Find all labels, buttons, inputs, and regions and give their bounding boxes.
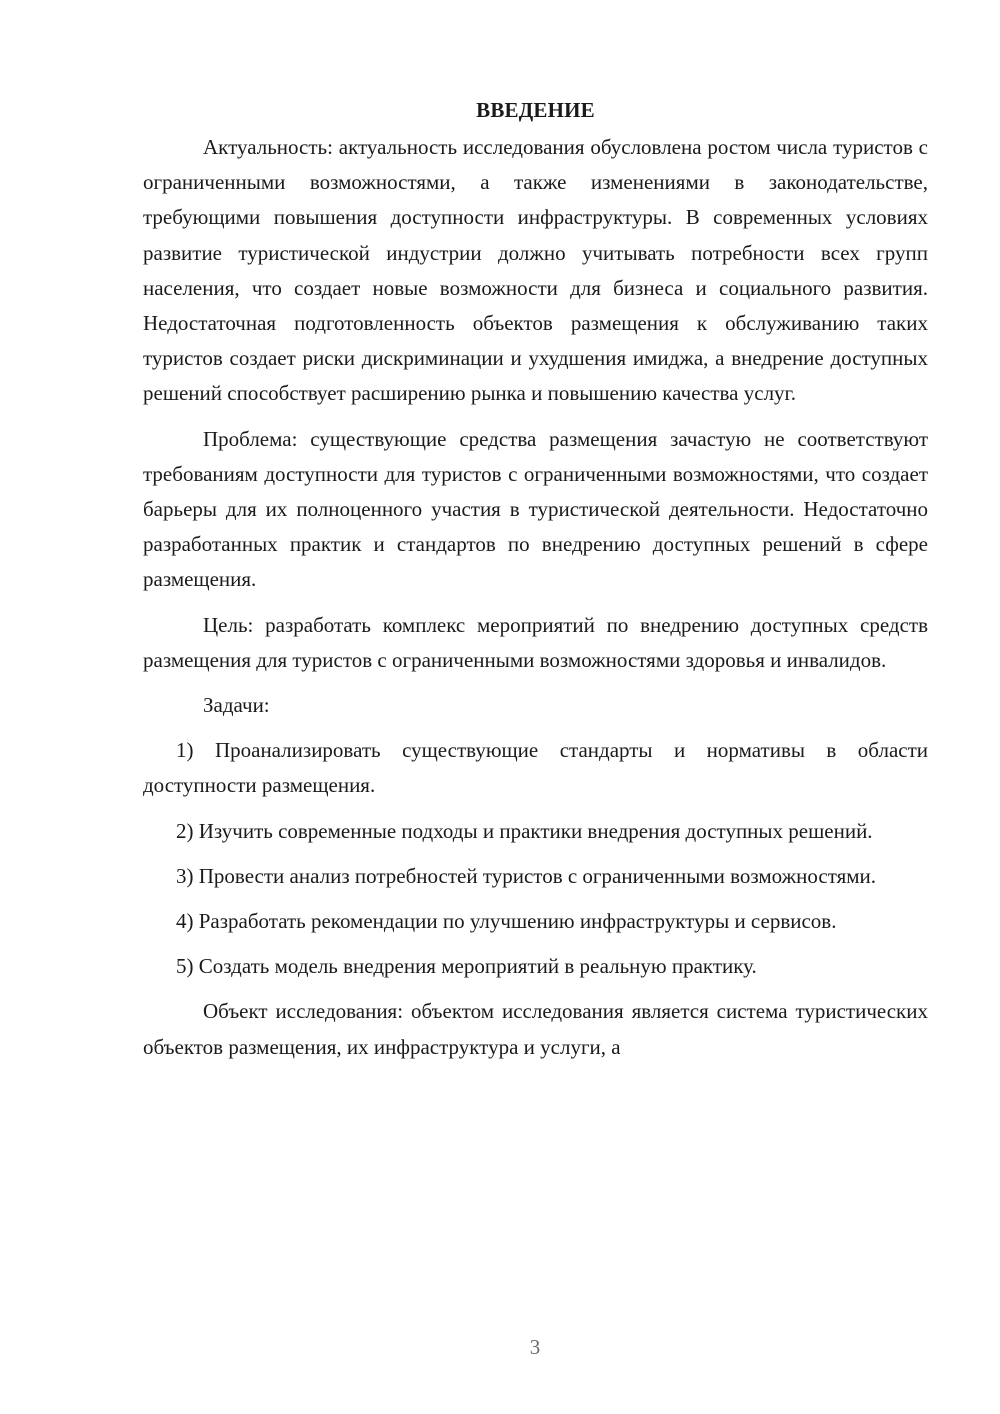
paragraph-relevance: Актуальность: актуальность исследования обусловлена ростом числа туристов с ограниченными возможностями, а также изменениями в законодательстве, требующими повышения доступности инфраструктуры. В современных условиях развитие туристической индустрии должно учитывать потребности всех групп населения, что создает новые возможности для бизнеса и социального развития. Недостаточная подготовленность объектов размещения к обслуживанию таких туристов создает риски дискриминации и ухудшения имиджа, а внедрение доступных решений способствует расширению рынка и повышению качества услуг. bbox=[143, 135, 928, 406]
paragraph-problem: Проблема: существующие средства размещения зачастую не соответствуют требованиям доступности для туристов с ограниченными возможностями, что создает барьеры для их полноценного участия в туристической деятельности. Недостаточно разработанных практик и стандартов по внедрению доступных решений в сфере размещения. bbox=[143, 426, 928, 592]
page-number: 3 bbox=[529, 1335, 541, 1359]
task-item: 3) Провести анализ потребностей туристов с ограниченными возможностями. bbox=[176, 863, 877, 888]
section-title: ВВЕДЕНИЕ bbox=[476, 98, 595, 122]
paragraph-goal: Цель: разработать комплекс мероприятий по внедрению доступных средств размещения для туристов с ограниченными возможностями здоровья и инвалидов. bbox=[143, 612, 928, 672]
task-item: 2) Изучить современные подходы и практики внедрения доступных решений. bbox=[176, 818, 873, 843]
document-page bbox=[143, 95, 928, 1075]
tasks-heading: Задачи: bbox=[203, 693, 270, 718]
task-item: 4) Разработать рекомендации по улучшению инфраструктуры и сервисов. bbox=[176, 909, 837, 934]
task-item: 5) Создать модель внедрения мероприятий в реальную практику. bbox=[176, 954, 757, 979]
paragraph-object: Объект исследования: объектом исследования является система туристических объектов размещения, их инфраструктура и услуги, а bbox=[143, 999, 928, 1059]
task-item: 1) Проанализировать существующие стандарты и нормативы в области доступности размещения. bbox=[143, 738, 928, 798]
